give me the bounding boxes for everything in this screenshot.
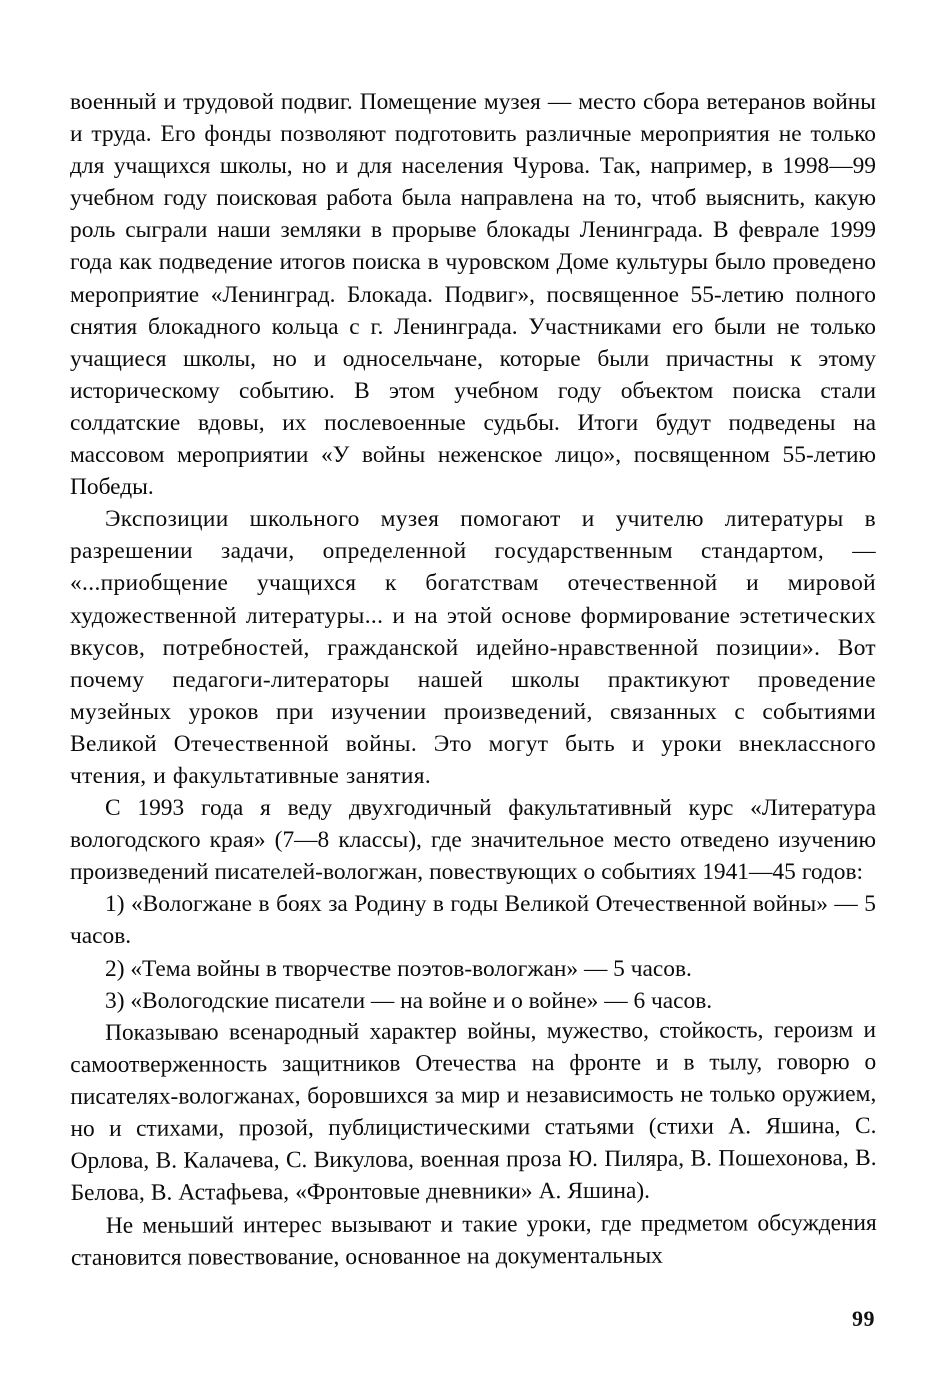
list-item-2: 2) «Тема войны в творчестве поэтов-вологжан» — 5 часов.	[105, 955, 692, 982]
paragraph-course: С 1993 года я веду двухгодичный факультативный курс «Литература вологодского края» (7—8 классы), где значительное место отведено изучению произведений писателей-вологжан, повествующих о событиях 1941—45 годов:	[70, 795, 876, 886]
list-item-3: 3) «Вологодские писатели — на войне и о войне» — 6 часов.	[105, 987, 713, 1014]
paragraph-interest: Не меньший интерес вызывают и такие уроки, где предметом обсуждения становится повествование, основанное на документальных	[70, 1209, 877, 1271]
list-item-1: 1) «Вологжане в боях за Родину в годы Великой Отечественной войны» — 5 часов.	[70, 891, 876, 950]
paragraph-showing: Показываю всенародный характер войны, мужество, стойкость, героизм и самоотверженность защитников Отечества на фронте и в тылу, говорю о писателях-вологжанах, боровшихся за мир и независимость не только оружием, но и стихами, прозой, публицистическими статьями (стихи А. Яшина, С. Орлова, В. Калачева, С. Викулова, военная проза Ю. Пиляра, В. Пошехонова, В. Белова, В. Астафьева, «Фронтовые дневники» А. Яшина).	[70, 1016, 877, 1207]
text-column	[70, 86, 876, 1273]
paragraph-expositions: Экспозиции школьного музея помогают и учителю литературы в разрешении задачи, определенной государственным стандартом, — «...приобщение учащихся к богатствам отечественной и мировой художественной литературы... и на этой основе формирование эстетических вкусов, потребностей, гражданской идейно-нравственной позиции». Вот почему педагоги-литераторы нашей школы практикуют проведение музейных уроков при изучении произведений, связанных с событиями Великой Отечественной войны. Это могут быть и уроки внеклассного чтения, и факультативные занятия.	[70, 506, 876, 789]
page-number: 99	[852, 1306, 875, 1331]
paragraph-continuation: военный и трудовой подвиг. Помещение музея — место сбора ветеранов войны и труда. Его фонды позволяют подготовить различные мероприятия не только для учащихся школы, но и для населения Чурова. Так, например, в 1998—99 учебном году поисковая работа была направлена на то, чтоб выяснить, какую роль сыграли наши земляки в прорыве блокады Ленинграда. В феврале 1999 года как подведение итогов поиска в чуровском Доме культуры было проведено мероприятие «Ленинград. Блокада. Подвиг», посвященное 55-летию полного снятия блокадного кольца с г. Ленинграда. Участниками его были не только учащиеся школы, но и односельчане, которые были причастны к этому историческому событию. В этом учебном году объектом поиска стали солдатские вдовы, их послевоенные судьбы. Итоги будут подведены на массовом мероприятии «У войны неженское лицо», посвященном 55-летию Победы.	[70, 89, 876, 501]
lower-text-block	[70, 1014, 877, 1274]
